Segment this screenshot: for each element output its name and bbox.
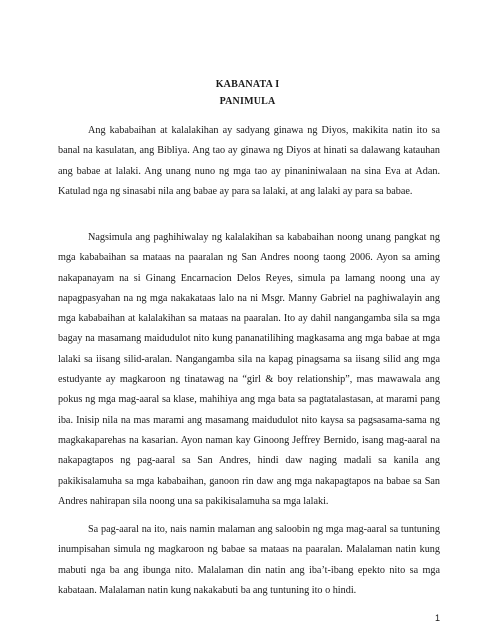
- page-number: 1: [434, 613, 440, 623]
- chapter-heading: KABANATA I: [215, 79, 280, 90]
- paragraph-1: Ang kababaihan at kalalakihan ay sadyang ginawa ng Diyos, makikita natin ito sa banal na kasulatan, ang Bibliya. Ang tao ay ginawa ng Diyos at hinati sa dalawang katauhan ang babae at lalaki. Ang unang nuno ng mga tao ay pinaniniwalaan na sina Eva at Adan. Katulad nga ng sinasabi nila ang babae ay para sa lalaki, at ang lalaki ay para sa babae.: [58, 125, 440, 197]
- section-title: PANIMULA: [219, 96, 276, 107]
- paragraph-2: Nagsimula ang paghihiwalay ng kalalakihan sa kababaihan noong unang pangkat ng mga kababaihan sa mataas na paaralan ng San Andres noong taong 2006. Ayon sa aming nakapanayam na si Ginang Encarnacion Delos Reyes, simula pa lamang noong una ay napagpasyahan na ng mga nakakataas lalo na ni Msgr. Manny Gabriel na paghiwalayin ang mga kababaihan at kalalakihan sa mataas na paaralan. Ito ay dahil nangangamba sila sa mga bagay na masamang maidudulot nito kung pananatilihing magkasama ang mga babae at mga lalaki sa iisang silid-aralan. Nangangamba sila na kapag pinagsama sa iisang silid ang mga estudyante ay magkaroon ng tinatawag na “girl & boy relationship”, mas mawawala ang pokus ng mga mag-aaral sa klase, mahihiya ang mga bata sa pagtatalastasan, at marami pang iba. Inisip nila na mas marami ang masamang maidudulot nito kaysa sa pagsasama-sama ng magkakaparehas na kasarian. Ayon naman kay Ginoong Jeffrey Bernido, isang mag-aaral na nakapagtapos ng pag-aaral sa San Andres, hindi daw naging madali sa kanila ang pakikisalamuha sa mga kababaihan, ganoon rin daw ang mga nakapagtapos na babae sa San Andres nahirapan sila noong una sa pakikisalamuha sa mga lalaki.: [58, 232, 440, 507]
- paragraph-3: Sa pag-aaral na ito, nais namin malaman ang saloobin ng mga mag-aaral sa tuntuning inumpisahan simula ng magkaroon ng babae sa mataas na paaralan. Malalaman natin kung mabuti nga ba ang ibunga nito. Malalaman din natin ang iba’t-ibang epekto nito sa mga kabataan. Malalaman natin kung nakakabuti ba ang tuntuning ito o hindi.: [58, 524, 440, 596]
